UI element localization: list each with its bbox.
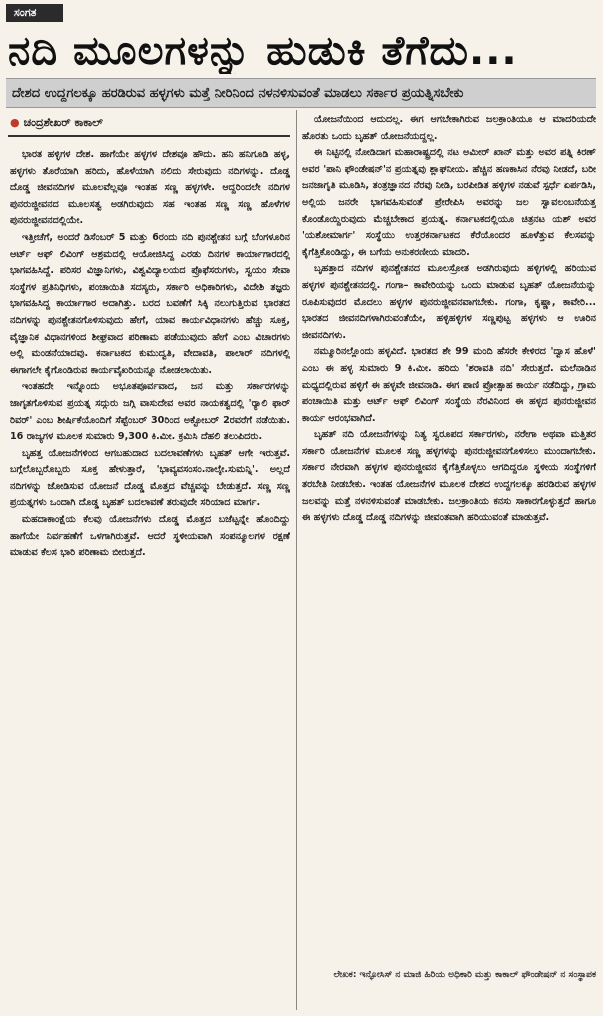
- paragraph: ಬೃಹತ್ ನದಿ ಯೋಜನೆಗಳನ್ನು ನಿತ್ಯ ಸ್ವರೂಪದ ಸರ್ಕಾರಗಳು, ನರೇಗಾ ಅಥವಾ ಮತ್ತಿತರ ಸರ್ಕಾರಿ ಯೋಜನೆಗಳ ಮೂಲಕ ಸಣ್ಣ ಹಳ್ಳಗಳನ್ನು ಪುನರುಜ್ಜೀವನಗೊಳಿಸಲು ಮುಂದಾಗಬೇಕು. ಸರ್ಕಾರ ನೇರವಾಗಿ ಹಳ್ಳಗಳ ಪುನರುಜ್ಜೀವನ ಕೈಗೆತ್ತಿಕೊಳ್ಳಲು ಆಗದಿದ್ದರೂ ಸ್ಥಳೀಯ ಸಂಸ್ಥೆಗಳಿಗೆ ತರಬೇತಿ ನೀಡಬೇಕು. ಇಂತಹ ಯೋಜನೆಗಳ ಮೂಲಕ ದೇಶದ ಉದ್ದಗಲಕ್ಕೂ ಹರಡಿರುವ ಹಳ್ಳಗಳ ಜಲವನ್ನು ಮತ್ತೆ ನಳನಳಿಸುವಂತೆ ಮಾಡಬೇಕು. ಜಲಕ್ರಾಂತಿಯ ಕನಸು ಸಾಕಾರಗೊಳ್ಳುತ್ತದೆ ಹಾಗೂ ಈ ಹಳ್ಳಗಳು ದೊಡ್ಡ ದೊಡ್ಡ ನದಿಗಳನ್ನು ಜೀವಂತವಾಗಿ ಹರಿಯುವಂತೆ ಮಾಡುತ್ತವೆ.: [302, 429, 596, 524]
- paragraph: ಬೃಹತ್ತಾದ ನದಿಗಳ ಪುನಶ್ಚೇತನದ ಮೂಲಸ್ರೋತ ಅಡಗಿರುವುದು ಹಳ್ಳಿಗಳಲ್ಲಿ ಹರಿಯುವ ಹಳ್ಳಗಳ ಪುನಶ್ಚೇತನದಲ್ಲಿ. ಗಂಗಾ– ಕಾವೇರಿಯನ್ನು ಒಂದು ಮಾಡುವ ಬೃಹತ್ ಯೋಜನೆಯನ್ನು ರೂಪಿಸುವುದರ ಮೊದಲು ಹಳ್ಳಗಳ ಪುನರುಜ್ಜೀವನವಾಗಬೇಕು. ಗಂಗಾ, ಕೃಷ್ಣಾ, ಕಾವೇರಿ... ಭಾರತದ ಜೀವನದಿಗಳಾಗಿರುವಂತೆಯೇ, ಹಳ್ಳಿಹಳ್ಳಿಗಳ ಸಣ್ಣಪುಟ್ಟ ಹಳ್ಳಗಳು ಆ ಊರಿನ ಜೀವನದಿಗಳು.: [302, 263, 596, 341]
- author-name: ಚಂದ್ರಶೇಖರ್ ಕಾಕಾಲ್: [23, 116, 103, 129]
- paragraph: ನಮ್ಮೂರಿನಲ್ಲೊಂದು ಹಳ್ಳವಿದೆ. ಭಾರತದ ಶೇ 99 ಮಂದಿ ಹೆಸರೇ ಕೇಳಿರದ 'ದ್ವಾಸ ಹೊಳೆ' ಎಂಬ ಈ ಹಳ್ಳ ಸುಮಾರು 9 ಕಿ.ಮೀ. ಹರಿದು 'ಶರಾವತಿ ನದಿ' ಸೇರುತ್ತದೆ. ಮಲೆನಾಡಿನ ಮಧ್ಯದಲ್ಲಿರುವ ಹಳ್ಳಿಗೆ ಈ ಹಳ್ಳವೇ ಜೀವನಾಡಿ. ಈಗ ಪಾಣಿ ಪ್ರೋತ್ಸಾಹ ಕಾರ್ಯ ನಡೆದಿದ್ದು, ಗ್ರಾಮ ಪಂಚಾಯಿತಿ ಮತ್ತು ಆರ್ಟ್ ಆಫ್ ಲಿವಿಂಗ್ ಸಂಸ್ಥೆಯ ನೆರವಿನಿಂದ ಈ ಹಳ್ಳದ ಪುನರುಜ್ಜೀವನ ಕಾರ್ಯ ಆರಂಭವಾಗಿದೆ.: [302, 346, 596, 424]
- left-column: [10, 147, 290, 1007]
- paragraph: ಭಾರತ ಹಳ್ಳಿಗಳ ದೇಶ. ಹಾಗೆಯೇ ಹಳ್ಳಗಳ ದೇಶವೂ ಹೌದು. ಹನಿ ಹನಿಗೂಡಿ ಹಳ್ಳ, ಹಳ್ಳಗಳು ತೊರೆಯಾಗಿ ಹರಿದು, ಹೊಳೆಯಾಗಿ ನಲಿದು ಸೇರುವುದು ನದಿಗಳನ್ನು. ದೊಡ್ಡ ದೊಡ್ಡ ಜೀವನದಿಗಳ ಮೂಲವೆಲ್ಲವೂ ಇಂತಹ ಸಣ್ಣ ಹಳ್ಳಗಳೇ. ಆದ್ದರಿಂದಲೇ ನದಿಗಳ ಪುನರುಜ್ಜೀವನದ ಮೂಲಸತ್ವ ಅಡಗಿರುವುದು ಸಹ ಇಂತಹ ಸಣ್ಣ ಸಣ್ಣ ಹೊಳೆಗಳ ಪುನರುಜ್ಜೀವನದಲ್ಲಿಯೇ.: [10, 149, 290, 227]
- byline-rule: [8, 135, 290, 137]
- right-column: [302, 112, 596, 965]
- column-divider: [296, 110, 297, 1010]
- byline: [10, 112, 290, 134]
- paragraph: ಬೃಹತ್ತ ಯೋಜನೆಗಳಿಂದ ಆಗಬಹುದಾದ ಬದಲಾವಣೆಗಳು ಬೃಹತ್ ಆಗೇ ಇರುತ್ತವೆ. ಬಗ್ಗೆಲೊಬ್ಬರೊಬ್ಬರು ಸೂಕ್ತ ಹೇಳುತ್ತಾರೆ, 'ಭಾವ್ಯವಸಂಸಂ.ನಾಲ್ಕೇ.ಸುಮನ್ನಿ'. ಅಲ್ಲದೆ ನದಿಗಳನ್ನು ಜೋಡಿಸುವ ಯೋಜನೆ ದೊಡ್ಡ ಮೊತ್ತದ ವೆಚ್ಚವನ್ನು ಬೇಡುತ್ತದೆ. ಸಣ್ಣ ಸಣ್ಣ ಪ್ರಯತ್ನಗಳು ಒಂದಾಗಿ ದೊಡ್ಡ ಬೃಹತ್ ಬದಲಾವಣೆ ತರುವುದೇ ಸರಿಯಾದ ಮಾರ್ಗ.: [10, 447, 290, 509]
- paragraph: ಇಂತಹದೇ ಇನ್ನೊಂದು ಅಭೂತಪೂರ್ವವಾದ, ಜನ ಮತ್ತು ಸರ್ಕಾರಗಳನ್ನು ಜಾಗೃತಗೊಳಿಸುವ ಪ್ರಯತ್ನ ಸದ್ಗುರು ಜಗ್ಗಿ ವಾಸುದೇವ ಅವರ ನಾಯಕತ್ವದಲ್ಲಿ 'ರ‍್ಯಾಲಿ ಫಾರ್ ರಿವರ್' ಎಂಬ ಶೀರ್ಷಿಕೆಯೊಂದಿಗೆ ಸೆಪ್ಟೆಂಬರ್ 30ರಿಂದ ಅಕ್ಟೋಬರ್ 2ರವರೆಗೆ ನಡೆಯಿತು. 16 ರಾಜ್ಯಗಳ ಮೂಲಕ ಸುಮಾರು 9,300 ಕಿ.ಮೀ. ಕ್ರಮಿಸಿ ದೆಹಲಿ ತಲುಪಿದರು.: [10, 381, 290, 443]
- bullet-icon: ●: [10, 116, 20, 129]
- section-tag: ಸಂಗತ: [6, 4, 63, 22]
- paragraph: ಯೋಜನೆಯಿಂದ ಆದುದಲ್ಲ. ಈಗ ಆಗಬೇಕಾಗಿರುವ ಜಲಕ್ರಾಂತಿಯೂ ಆ ಮಾದರಿಯದೇ ಹೊರತು ಒಂದು ಬೃಹತ್ ಯೋಜನೆಯದ್ದಲ್ಲ.: [302, 114, 596, 142]
- paragraph: ಇತ್ತೀಚೆಗೆ, ಅಂದರೆ ಡಿಸೆಂಬರ್ 5 ಮತ್ತು 6ರಂದು ನದಿ ಪುನಶ್ಚೇತನ ಬಗ್ಗೆ ಬೆಂಗಳೂರಿನ ಆರ್ಟ್ ಆಫ್ ಲಿವಿಂಗ್ ಆಶ್ರಮದಲ್ಲಿ ಆಯೋಜಿಸಿದ್ದ ಎರಡು ದಿನಗಳ ಕಾರ್ಯಾಗಾರದಲ್ಲಿ ಭಾಗವಹಿಸಿದ್ದೆ. ಪರಿಸರ ವಿಜ್ಞಾನಿಗಳು, ವಿಶ್ವವಿದ್ಯಾಲಯದ ಪ್ರೊಫೆಸರುಗಳು, ಸ್ವಯಂ ಸೇವಾ ಸಂಸ್ಥೆಗಳ ಪ್ರತಿನಿಧಿಗಳು, ಪಂಚಾಯಿತಿ ಸದಸ್ಯರು, ಸರ್ಕಾರಿ ಅಧಿಕಾರಿಗಳು, ವಿದೇಶಿ ತಜ್ಞರು ಭಾಗವಹಿಸಿದ್ದ ಕಾರ್ಯಾಗಾರ ಅದಾಗಿತ್ತು. ಬರದ ಬವಣೆಗೆ ಸಿಕ್ಕಿ ನಲುಗುತ್ತಿರುವ ಭಾರತದ ನದಿಗಳನ್ನು ಪುನಶ್ಚೇತನಗೊಳಿಸುವುದು ಹೇಗೆ, ಯಾವ ಕಾರ್ಯವಿಧಾನಗಳು ಹೆಚ್ಚು ಸೂಕ್ತ, ವೈಜ್ಞಾನಿಕ ವಿಧಾನಗಳಿಂದ ಶೀಘ್ರವಾದ ಪರಿಣಾಮ ಪಡೆಯುವುದು ಹೇಗೆ ಎಂಬ ವಿಚಾರಗಳು ಅಲ್ಲಿ ಮಂಡನೆಯಾದವು. ಕರ್ನಾಟಕದ ಕುಮುದ್ವತಿ, ವೇದಾವತಿ, ಪಾಲಾರ್ ನದಿಗಳಲ್ಲಿ ಈಗಾಗಲೇ ಕೈಗೊಂಡಿರುವ ಕಾರ್ಯವೈಖರಿಯನ್ನೂ ನೋಡಲಾಯಿತು.: [10, 231, 290, 376]
- headline: ನದಿ ಮೂಲಗಳನ್ನು ಹುಡುಕಿ ತೆಗೆದು...: [8, 28, 518, 74]
- paragraph: ಈ ನಿಟ್ಟಿನಲ್ಲಿ ನೋಡಿದಾಗ ಮಹಾರಾಷ್ಟ್ರದಲ್ಲಿ ನಟ ಅಮೀರ್ ಖಾನ್ ಮತ್ತು ಅವರ ಪತ್ನಿ ಕಿರಣ್ ಅವರ 'ಪಾನಿ ಫೌಂಡೇಷನ್'ನ ಪ್ರಯತ್ನವು ಶ್ಲಾಘನೀಯ. ಹೆಚ್ಚಿನ ಹಣಕಾಸಿನ ನೆರವು ನೀಡದೆ, ಬರೀ ಜನಜಾಗೃತಿ ಮೂಡಿಸಿ, ತಂತ್ರಜ್ಞಾನದ ನೆರವು ನೀಡಿ, ಬರಪೀಡಿತ ಹಳ್ಳಿಗಳ ನಡುವೆ ಸ್ಪರ್ಧೆ ಏರ್ಪಡಿಸಿ, ಅಲ್ಲಿಯ ಜನರೇ ಭಾಗವಹಿಸುವಂತೆ ಪ್ರೇರೇಪಿಸಿ ಅವರನ್ನು ಜಲ ಸ್ವಾವಲಂಬನೆಯತ್ತ ಕೊಂಡೊಯ್ದಿರುವುದು ಮೆಚ್ಚಬೇಕಾದ ಪ್ರಯತ್ನ. ಕರ್ನಾಟಕದಲ್ಲಿಯೂ ಚಿತ್ರನಟ ಯಶ್ ಅವರ 'ಯಶೋಮಾರ್ಗ' ಸಂಸ್ಥೆಯು ಉತ್ತರಕರ್ನಾಟಕದ ಕೆರೆಯೊಂದರ ಹೂಳೆತ್ತುವ ಕೆಲಸವನ್ನು ಕೈಗೆತ್ತಿಕೊಂಡಿದ್ದು, ಈ ಬಗೆಯ ಅನುಕರಣೀಯ ಮಾದರಿ.: [302, 147, 596, 258]
- paragraph: ಮಹದಾಕಾಂಕ್ಷೆಯ ಕೆಲವು ಯೋಜನೆಗಳು ದೊಡ್ಡ ಮೊತ್ತದ ಬಜೆಟ್ಟನ್ನೇ ಹೊಂದಿದ್ದು ಹಾಗೆಯೇ ನಿರ್ವಹಣೆಗೆ ಒಳಗಾಗಿರುತ್ತವೆ. ಆದರೆ ಸ್ಥಳೀಯವಾಗಿ ಸಂಪನ್ಮೂಲಗಳ ರಕ್ಷಣೆ ಮಾಡುವ ಕೆಲಸ ಭಾರಿ ಪರಿಣಾಮ ಬೀರುತ್ತದೆ.: [10, 514, 290, 559]
- author-note: ಲೇಖಕ: ಇನ್ಫೋಸಿಸ್ ನ ಮಾಜಿ ಹಿರಿಯ ಅಧಿಕಾರಿ ಮತ್ತು ಕಾಕಾಲ್ ಫೌಂಡೇಷನ್ ನ ಸಂಸ್ಥಾಪಕ: [333, 970, 596, 980]
- subheadline: ದೇಶದ ಉದ್ದಗಲಕ್ಕೂ ಹರಡಿರುವ ಹಳ್ಳಗಳು ಮತ್ತೆ ನೀರಿನಿಂದ ನಳನಳಿಸುವಂತೆ ಮಾಡಲು ಸರ್ಕಾರ ಪ್ರಯತ್ನಿಸಬೇಕು: [6, 78, 596, 108]
